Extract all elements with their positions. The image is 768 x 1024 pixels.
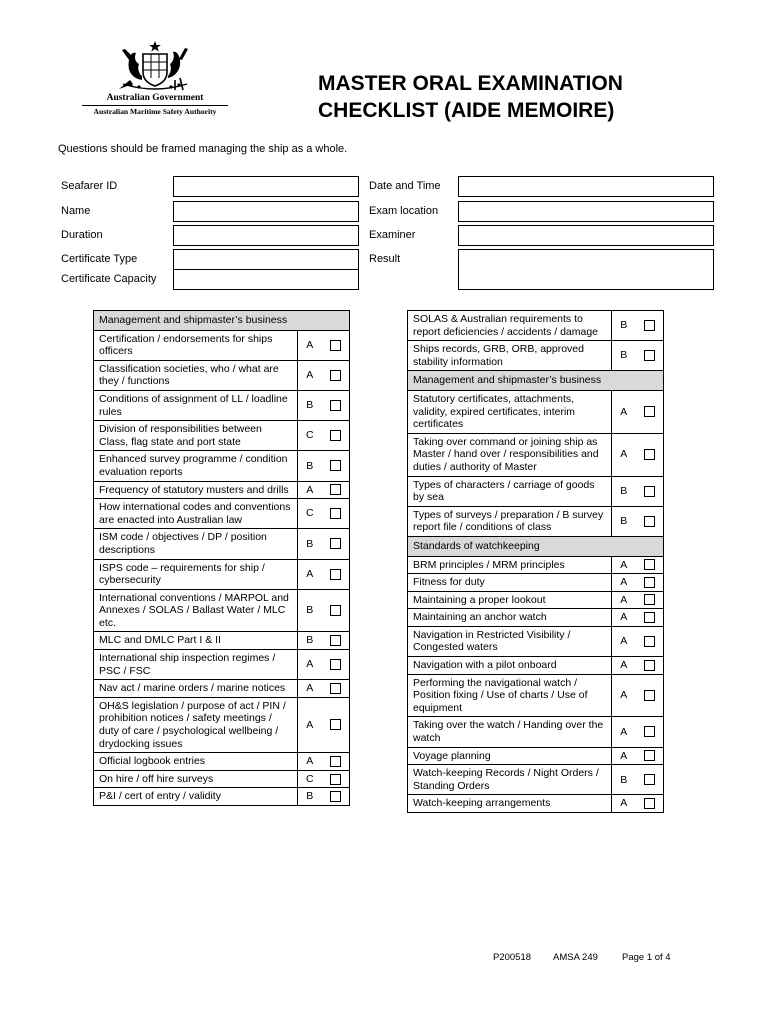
section-header: Management and shipmaster’s business [408, 371, 664, 391]
table-row [408, 433, 664, 476]
coat-of-arms-icon [109, 40, 201, 92]
checkbox[interactable] [644, 798, 655, 809]
question-text: BRM principles / MRM principles [408, 556, 612, 574]
table-row [408, 574, 664, 592]
exam-location-field[interactable] [458, 201, 714, 222]
grade-letter: A [612, 795, 636, 813]
checkbox[interactable] [644, 320, 655, 331]
table-row [408, 765, 664, 795]
question-text: Enhanced survey programme / condition evaluation reports [94, 451, 298, 481]
checkbox[interactable] [330, 370, 341, 381]
checkbox-cell [636, 626, 664, 656]
duration-label: Duration [61, 229, 103, 241]
footer-form-number: AMSA 249 [553, 952, 598, 963]
footer-code: P200518 [493, 952, 532, 963]
table-row [408, 591, 664, 609]
question-text: Types of surveys / preparation / B survey report file / conditions of class [408, 506, 612, 536]
question-text: Taking over the watch / Handing over the watch [408, 717, 612, 747]
table-row [408, 657, 664, 675]
question-text: Watch-keeping Records / Night Orders / Standing Orders [408, 765, 612, 795]
grade-letter: A [298, 697, 322, 752]
question-text: SOLAS & Australian requirements to report deficiencies / accidents / damage [408, 311, 612, 341]
checkbox[interactable] [330, 774, 341, 785]
grade-letter: B [298, 632, 322, 650]
exam-location-label: Exam location [369, 205, 439, 217]
logo-divider [82, 105, 228, 106]
result-label: Result [369, 253, 401, 265]
section-header-row [408, 536, 664, 556]
checkbox-cell [636, 390, 664, 433]
checkbox-cell [636, 556, 664, 574]
checkbox[interactable] [644, 636, 655, 647]
grade-letter: B [298, 589, 322, 632]
grade-letter: A [298, 360, 322, 390]
question-text: Classification societies, who / what are they / functions [94, 360, 298, 390]
question-text: Statutory certificates, attachments, validity, expired certificates, interim certificates [408, 390, 612, 433]
table-row [408, 341, 664, 371]
question-text: Types of characters / carriage of goods by sea [408, 476, 612, 506]
date-time-field[interactable] [458, 176, 714, 197]
table-row [94, 770, 350, 788]
checkbox[interactable] [330, 460, 341, 471]
checkbox-cell [322, 529, 350, 559]
checkbox[interactable] [644, 594, 655, 605]
question-text: MLC and DMLC Part I & II [94, 632, 298, 650]
question-text: Ships records, GRB, ORB, approved stability information [408, 341, 612, 371]
checkbox-cell [636, 433, 664, 476]
checkbox[interactable] [330, 719, 341, 730]
checkbox[interactable] [644, 516, 655, 527]
checkbox-cell [636, 341, 664, 371]
checkbox-cell [322, 770, 350, 788]
checkbox-cell [322, 788, 350, 806]
grade-letter: B [298, 529, 322, 559]
table-row [408, 717, 664, 747]
watchkeeping-checklist-table [407, 310, 664, 813]
question-text: Maintaining an anchor watch [408, 609, 612, 627]
checkbox[interactable] [644, 406, 655, 417]
table-row [408, 506, 664, 536]
question-text: OH&S legislation / purpose of act / PIN / prohibition notices / safety meetings / duty of care / psychological wellbeing / drydocking issues [94, 697, 298, 752]
checkbox-cell [322, 360, 350, 390]
date-time-label: Date and Time [369, 180, 441, 192]
table-row [94, 360, 350, 390]
checkbox-cell [322, 390, 350, 420]
result-field[interactable] [458, 249, 714, 290]
checkbox[interactable] [644, 690, 655, 701]
agency-name: Australian Maritime Safety Authority [93, 107, 217, 116]
checkbox[interactable] [644, 750, 655, 761]
question-text: Voyage planning [408, 747, 612, 765]
section-header: Management and shipmaster’s business [94, 311, 350, 331]
table-row [94, 788, 350, 806]
seafarer-id-field[interactable] [173, 176, 359, 197]
checkbox-cell [636, 574, 664, 592]
checkbox[interactable] [330, 340, 341, 351]
checkbox-cell [322, 650, 350, 680]
table-row [94, 390, 350, 420]
grade-letter: B [612, 476, 636, 506]
question-text: Watch-keeping arrangements [408, 795, 612, 813]
question-text: Maintaining a proper lookout [408, 591, 612, 609]
table-row [408, 476, 664, 506]
question-text: Nav act / marine orders / marine notices [94, 680, 298, 698]
title-line-2: CHECKLIST (AIDE MEMOIRE) [318, 99, 615, 122]
checkbox[interactable] [644, 486, 655, 497]
grade-letter: A [298, 680, 322, 698]
grade-letter: B [298, 390, 322, 420]
right-top-rows [408, 311, 664, 371]
checkbox-cell [322, 589, 350, 632]
checkbox-cell [636, 657, 664, 675]
checkbox-cell [322, 499, 350, 529]
checkbox-cell [322, 559, 350, 589]
left-rows [94, 330, 350, 805]
question-text: ISM code / objectives / DP / position descriptions [94, 529, 298, 559]
examiner-field[interactable] [458, 225, 714, 246]
checkbox[interactable] [330, 791, 341, 802]
section-header-row [408, 371, 664, 391]
checkbox-cell [636, 609, 664, 627]
checkbox[interactable] [330, 756, 341, 767]
grade-letter: A [612, 390, 636, 433]
grade-letter: A [298, 481, 322, 499]
checkbox[interactable] [330, 430, 341, 441]
grade-letter: A [298, 650, 322, 680]
checkbox[interactable] [644, 774, 655, 785]
checkbox[interactable] [644, 559, 655, 570]
checkbox[interactable] [644, 660, 655, 671]
table-row [94, 559, 350, 589]
grade-letter: A [612, 657, 636, 675]
government-name: Australian Government [106, 93, 204, 103]
checkbox[interactable] [644, 612, 655, 623]
checkbox[interactable] [330, 635, 341, 646]
checkbox-cell [322, 753, 350, 771]
checkbox-cell [322, 330, 350, 360]
right-bottom-rows [408, 556, 664, 813]
section-header: Standards of watchkeeping [408, 536, 664, 556]
table-row [94, 632, 350, 650]
checkbox-cell [636, 506, 664, 536]
grade-letter: A [298, 559, 322, 589]
footer-page-number: Page 1 of 4 [622, 952, 671, 963]
right-mid-rows [408, 390, 664, 536]
grade-letter: A [612, 556, 636, 574]
checkbox-cell [636, 311, 664, 341]
table-row [94, 499, 350, 529]
checkbox[interactable] [330, 484, 341, 495]
checkbox[interactable] [330, 569, 341, 580]
grade-letter: B [298, 788, 322, 806]
table-row [408, 747, 664, 765]
question-text: Fitness for duty [408, 574, 612, 592]
grade-letter: A [612, 433, 636, 476]
table-row [94, 650, 350, 680]
government-crest-logo [80, 40, 230, 122]
checkbox-cell [636, 765, 664, 795]
question-text: Division of responsibilities between Class, flag state and port state [94, 421, 298, 451]
checkbox-cell [322, 451, 350, 481]
grade-letter: A [612, 574, 636, 592]
table-row [94, 451, 350, 481]
checkbox[interactable] [330, 538, 341, 549]
table-row [94, 481, 350, 499]
table-row [408, 556, 664, 574]
checkbox[interactable] [644, 726, 655, 737]
question-text: Certification / endorsements for ships officers [94, 330, 298, 360]
table-row [94, 330, 350, 360]
seafarer-id-label: Seafarer ID [61, 180, 118, 192]
checkbox-cell [322, 680, 350, 698]
table-row [94, 697, 350, 752]
certificate-type-field[interactable] [173, 249, 359, 270]
grade-letter: A [612, 674, 636, 717]
checkbox-cell [636, 674, 664, 717]
grade-letter: C [298, 499, 322, 529]
grade-letter: C [298, 770, 322, 788]
grade-letter: A [612, 717, 636, 747]
duration-field[interactable] [173, 225, 359, 246]
question-text: ISPS code – requirements for ship / cybersecurity [94, 559, 298, 589]
grade-letter: B [612, 311, 636, 341]
table-row [94, 421, 350, 451]
question-text: Conditions of assignment of LL / loadline rules [94, 390, 298, 420]
question-text: International ship inspection regimes / PSC / FSC [94, 650, 298, 680]
checkbox-cell [636, 717, 664, 747]
question-text: Navigation with a pilot onboard [408, 657, 612, 675]
table-row [408, 311, 664, 341]
checkbox-cell [636, 591, 664, 609]
table-row [94, 680, 350, 698]
grade-letter: C [298, 421, 322, 451]
management-checklist-table [93, 310, 350, 806]
grade-letter: B [298, 451, 322, 481]
question-text: Frequency of statutory musters and drills [94, 481, 298, 499]
question-text: How international codes and conventions are enacted into Australian law [94, 499, 298, 529]
question-text: On hire / off hire surveys [94, 770, 298, 788]
certificate-capacity-label: Certificate Capacity [61, 273, 157, 285]
checkbox-cell [636, 476, 664, 506]
section-header-row [94, 311, 350, 331]
grade-letter: A [298, 753, 322, 771]
question-text: Navigation in Restricted Visibility / Congested waters [408, 626, 612, 656]
grade-letter: B [612, 506, 636, 536]
checkbox-cell [322, 697, 350, 752]
name-label: Name [61, 205, 91, 217]
checkbox[interactable] [330, 508, 341, 519]
certificate-type-label: Certificate Type [61, 253, 138, 265]
checkbox[interactable] [644, 449, 655, 460]
checkbox-cell [636, 795, 664, 813]
examiner-label: Examiner [369, 229, 416, 241]
table-row [408, 795, 664, 813]
table-row [94, 753, 350, 771]
grade-letter: B [612, 765, 636, 795]
document-title [318, 70, 738, 124]
grade-letter: A [612, 626, 636, 656]
question-text: P&I / cert of entry / validity [94, 788, 298, 806]
question-text: International conventions / MARPOL and Annexes / SOLAS / Ballast Water / MLC etc. [94, 589, 298, 632]
grade-letter: A [612, 609, 636, 627]
checkbox[interactable] [330, 659, 341, 670]
checkbox[interactable] [644, 350, 655, 361]
table-row [408, 609, 664, 627]
grade-letter: B [612, 341, 636, 371]
question-text: Official logbook entries [94, 753, 298, 771]
grade-letter: A [612, 747, 636, 765]
intro-text: Questions should be framed managing the ship as a whole. [58, 143, 348, 155]
checkbox-cell [322, 421, 350, 451]
checkbox[interactable] [644, 577, 655, 588]
table-row [408, 674, 664, 717]
table-row [94, 529, 350, 559]
checkbox-cell [322, 632, 350, 650]
title-line-1: MASTER ORAL EXAMINATION [318, 72, 623, 95]
checkbox[interactable] [330, 400, 341, 411]
checkbox-cell [322, 481, 350, 499]
grade-letter: A [612, 591, 636, 609]
checkbox[interactable] [330, 683, 341, 694]
grade-letter: A [298, 330, 322, 360]
name-field[interactable] [173, 201, 359, 222]
table-row [408, 626, 664, 656]
table-row [408, 390, 664, 433]
question-text: Taking over command or joining ship as Master / hand over / responsibilities and duties / authority of Master [408, 433, 612, 476]
table-row [94, 589, 350, 632]
question-text: Performing the navigational watch / Position fixing / Use of charts / Use of equipment [408, 674, 612, 717]
checkbox[interactable] [330, 605, 341, 616]
checkbox-cell [636, 747, 664, 765]
certificate-capacity-field[interactable] [173, 269, 359, 290]
